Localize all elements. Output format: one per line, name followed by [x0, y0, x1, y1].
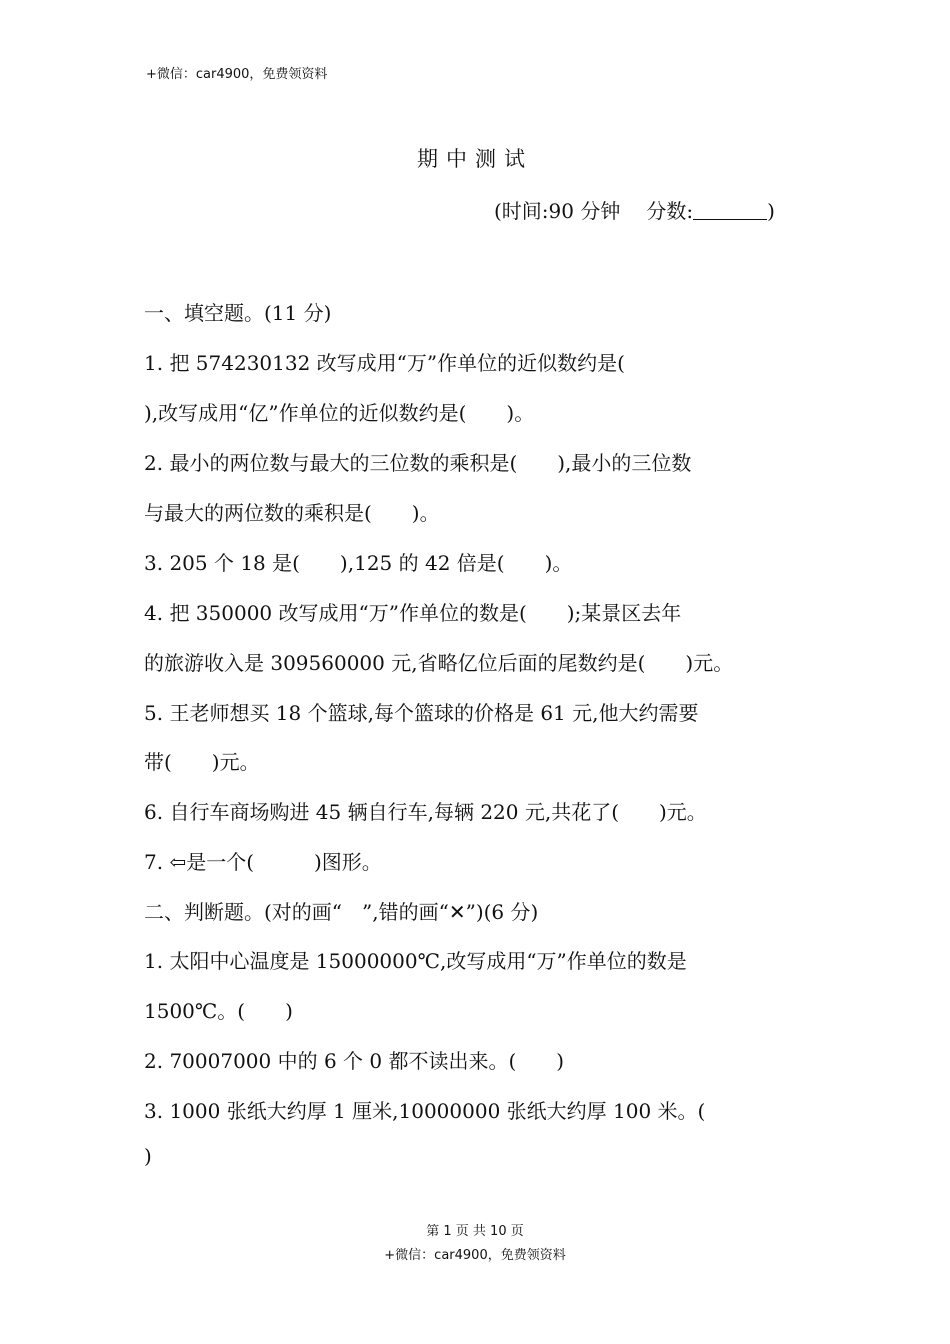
- section-fill-in-title: 一、填空题。(11 分): [144, 301, 332, 325]
- score-blank: [693, 199, 767, 220]
- page-number: 第 1 页 共 10 页: [426, 1224, 524, 1239]
- question-line: 3. 205 个 18 是( ),125 的 42 倍是( )。: [144, 551, 573, 575]
- score-label: 分数:: [646, 199, 694, 223]
- question-line: 2. 最小的两位数与最大的三位数的乘积是( ),最小的三位数: [144, 451, 692, 475]
- page-title: 期中测试: [417, 147, 533, 171]
- question-line: 1. 把 574230132 改写成用“万”作单位的近似数约是(: [144, 351, 625, 375]
- question-line: 的旅游收入是 309560000 元,省略亿位后面的尾数约是( )元。: [144, 651, 734, 675]
- question-line: 2. 70007000 中的 6 个 0 都不读出来。( ): [144, 1049, 565, 1073]
- question-line: 1500℃。( ): [144, 999, 293, 1023]
- question-line: 6. 自行车商场购进 45 辆自行车,每辆 220 元,共花了( )元。: [144, 800, 707, 824]
- score-end: ): [767, 199, 775, 223]
- header-watermark: +微信：car4900，免费领资料: [146, 67, 328, 82]
- footer-watermark: +微信：car4900，免费领资料: [384, 1248, 566, 1263]
- exam-meta: [494, 195, 775, 224]
- section-judgement-title: 二、判断题。(对的画“ ”,错的画“✕”)(6 分): [144, 900, 539, 924]
- question-line: 3. 1000 张纸大约厚 1 厘米,10000000 张纸大约厚 100 米。(: [144, 1099, 706, 1123]
- question-line: 与最大的两位数的乘积是( )。: [144, 501, 440, 525]
- question-line: 7. ⇦是一个( )图形。: [144, 850, 382, 874]
- question-line: 1. 太阳中心温度是 15000000℃,改写成用“万”作单位的数是: [144, 949, 687, 973]
- question-line: 4. 把 350000 改写成用“万”作单位的数是( );某景区去年: [144, 601, 682, 625]
- question-line: 5. 王老师想买 18 个篮球,每个篮球的价格是 61 元,他大约需要: [144, 701, 699, 725]
- time-limit: (时间:90 分钟: [494, 199, 621, 223]
- question-line: ): [144, 1144, 152, 1168]
- question-line: ),改写成用“亿”作单位的近似数约是( )。: [144, 401, 535, 425]
- question-line: 带( )元。: [144, 750, 260, 774]
